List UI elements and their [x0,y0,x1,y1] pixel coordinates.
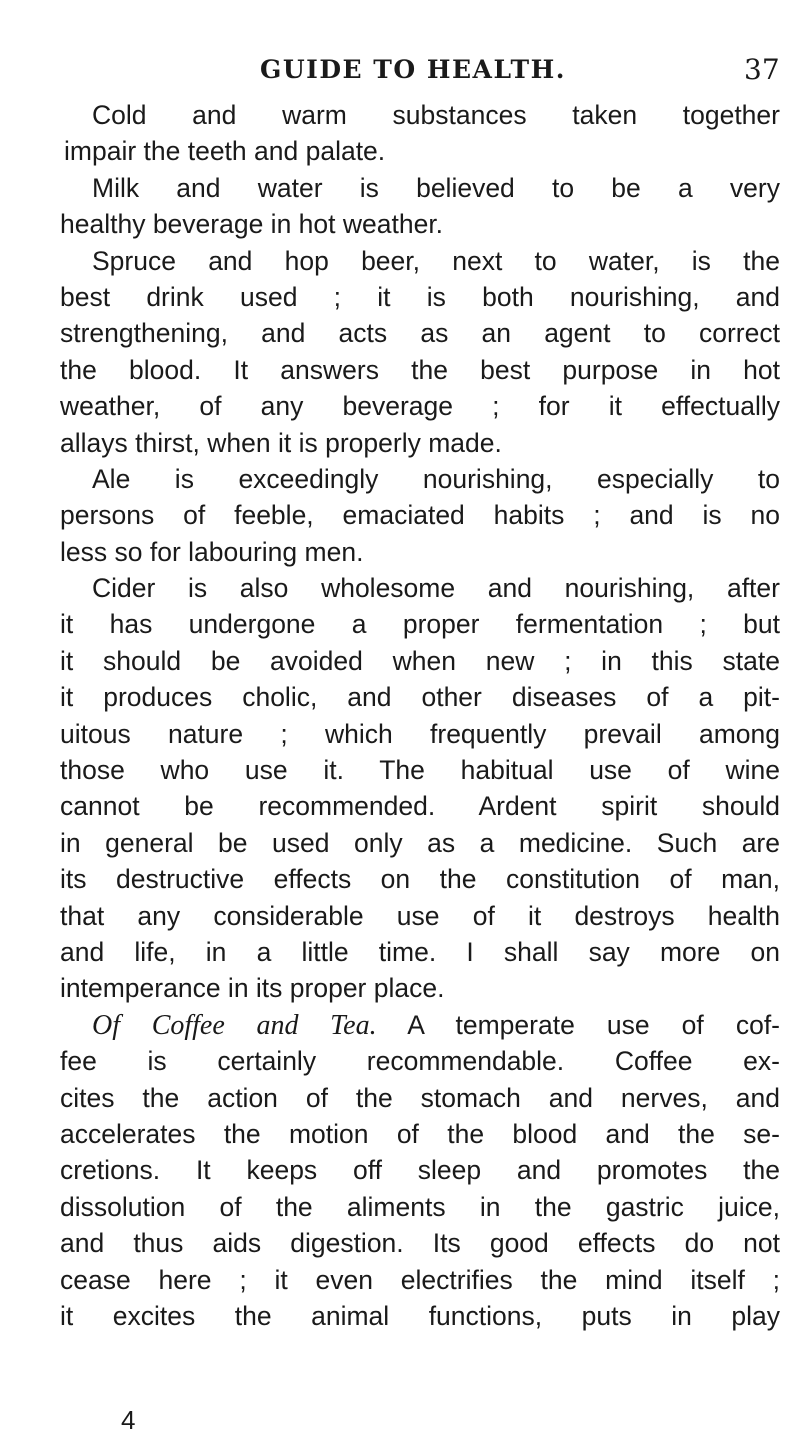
text-line: accelerates the motion of the blood and the se- [60,1118,780,1149]
text-line: cretions. It keeps off sleep and promotes the [60,1155,780,1186]
text-line: the blood. It answers the best purpose in hot [60,354,780,385]
text-line: dissolution of the aliments in the gastric juice, [60,1191,780,1222]
text-line: allays thirst, when it is properly made. [60,427,502,458]
text-line: impair the teeth and palate. [64,136,386,167]
text-line: weather, of any beverage ; for it effectually [60,391,780,422]
text-line: Cold and warm substances taken together [92,100,780,130]
text-line: and thus aids digestion. Its good effects do not [60,1228,780,1259]
text-line: Spruce and hop beer, next to water, is the [92,245,780,276]
text-line: strengthening, and acts as an agent to correct [60,318,780,349]
body-text [60,97,780,1334]
text-line: uitous nature ; which frequently prevail among [60,718,780,749]
text-line: cease here ; it even electrifies the mind itself ; [60,1264,780,1295]
text-line: it excites the animal functions, puts in play [60,1300,780,1331]
text-line: best drink used ; it is both nourishing, and [60,281,780,312]
text-line: Ale is exceedingly nourishing, especially to [92,463,780,494]
text-line: that any considerable use of it destroys health [60,900,780,931]
text-line: in general be used only as a medicine. Such are [60,827,780,858]
section-heading-continuation: A temperate use of cof- [407,1009,781,1040]
text-line [60,1007,780,1043]
text-line: Milk and water is believed to be a very [92,172,780,203]
text-line: it produces cholic, and other diseases of a pit- [60,682,780,713]
text-line: those who use it. The habitual use of wine [60,755,780,786]
text-line: persons of feeble, emaciated habits ; and is no [60,500,780,531]
section-heading: Of Coffee and Tea. [92,1009,377,1041]
text-line: fee is certainly recommendable. Coffee ex- [60,1046,780,1077]
text-line: it has undergone a proper fermentation ; but [60,609,780,640]
text-line: healthy beverage in hot weather. [60,209,444,240]
running-head-title: GUIDE TO HEALTH. [260,55,566,84]
text-line: Cider is also wholesome and nourishing, after [92,573,780,604]
running-head [0,50,800,90]
text-line: intemperance in its proper place. [60,973,445,1004]
text-line: cites the action of the stomach and nerves, and [60,1082,780,1113]
text-line: and life, in a little time. I shall say more on [60,936,780,967]
text-line: less so for labouring men. [60,536,364,567]
text-line: its destructive effects on the constitution of man, [60,864,780,895]
page-number: 37 [744,53,780,86]
text-line: it should be avoided when new ; in this state [60,645,780,676]
text-line: cannot be recommended. Ardent spirit should [60,791,780,822]
signature-mark: 4 [121,1405,136,1435]
